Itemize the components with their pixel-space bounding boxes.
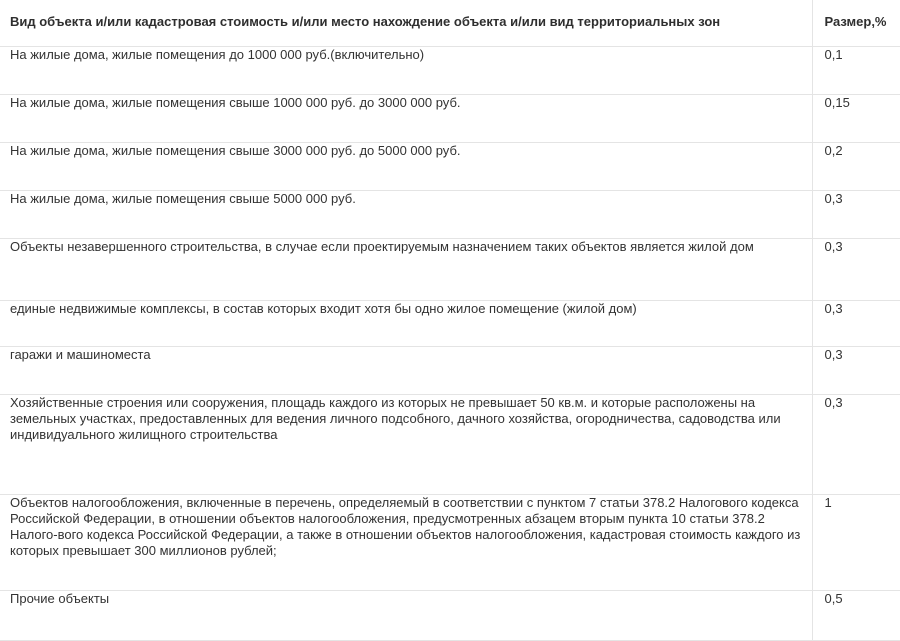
row-rate: 0,15 bbox=[812, 94, 900, 142]
row-rate: 0,3 bbox=[812, 394, 900, 494]
table-row bbox=[0, 346, 900, 394]
table-row bbox=[0, 238, 900, 300]
row-description: На жилые дома, жилые помещения свыше 5000 000 руб. bbox=[0, 190, 812, 238]
row-rate: 0,3 bbox=[812, 346, 900, 394]
row-description: На жилые дома, жилые помещения свыше 3000 000 руб. до 5000 000 руб. bbox=[0, 142, 812, 190]
table-row bbox=[0, 394, 900, 494]
table-row bbox=[0, 46, 900, 94]
table-row bbox=[0, 590, 900, 640]
row-rate: 0,3 bbox=[812, 190, 900, 238]
row-rate: 0,1 bbox=[812, 46, 900, 94]
table-row bbox=[0, 142, 900, 190]
row-description: Объекты незавершенного строительства, в случае если проектируемым назначением таких объектов является жилой дом bbox=[0, 238, 812, 300]
row-description: Объектов налогообложения, включенные в перечень, определяемый в соответствии с пунктом 7 статьи 378.2 Налогового кодекса Российской Федерации, в отношении объектов налогообложения, предусмотренных абзацем вторым пункта 10 статьи 378.2 Налого-вого кодекса Российской Федерации, а также в отношении объектов налогообложения, кадастровая стоимость каждого из которых превышает 300 миллионов рублей; bbox=[0, 494, 812, 590]
row-rate: 0,3 bbox=[812, 300, 900, 346]
table-row bbox=[0, 94, 900, 142]
row-description: единые недвижимые комплексы, в состав которых входит хотя бы одно жилое помещение (жилой дом) bbox=[0, 300, 812, 346]
row-description: На жилые дома, жилые помещения до 1000 000 руб.(включительно) bbox=[0, 46, 812, 94]
table-header-row bbox=[0, 0, 900, 46]
row-description: Прочие объекты bbox=[0, 590, 812, 640]
row-description: На жилые дома, жилые помещения свыше 1000 000 руб. до 3000 000 руб. bbox=[0, 94, 812, 142]
row-rate: 0,5 bbox=[812, 590, 900, 640]
row-rate: 1 bbox=[812, 494, 900, 590]
table-row bbox=[0, 300, 900, 346]
header-description: Вид объекта и/или кадастровая стоимость и/или место нахождение объекта и/или вид территориальных зон bbox=[0, 0, 812, 46]
header-rate: Размер,% bbox=[812, 0, 900, 46]
table-row bbox=[0, 494, 900, 590]
row-rate: 0,2 bbox=[812, 142, 900, 190]
row-rate: 0,3 bbox=[812, 238, 900, 300]
row-description: гаражи и машиноместа bbox=[0, 346, 812, 394]
table-row bbox=[0, 190, 900, 238]
row-description: Хозяйственные строения или сооружения, площадь каждого из которых не превышает 50 кв.м. и которые расположены на земельных участках, предоставленных для ведения личного подсобного, дачного хозяйства, огородничества, садоводства или индивидуального жилищного строительства bbox=[0, 394, 812, 494]
